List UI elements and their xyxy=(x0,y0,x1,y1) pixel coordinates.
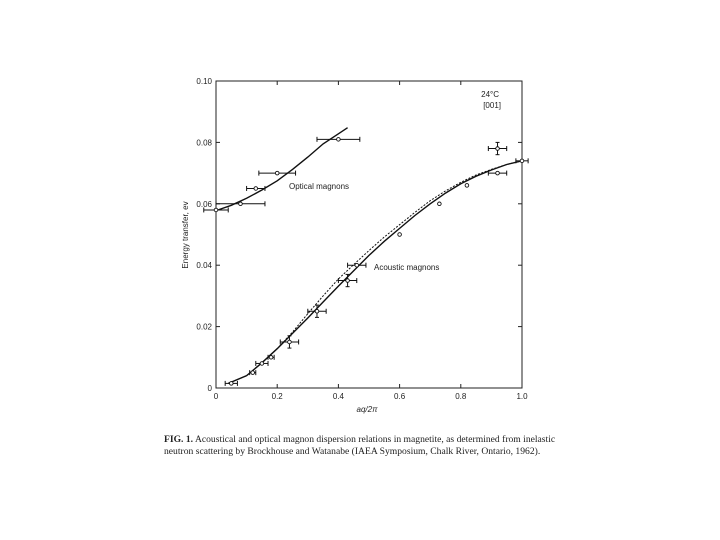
x-tick-label-0: 0 xyxy=(213,392,219,401)
acoustic-marker-11 xyxy=(496,171,500,175)
figure-caption xyxy=(164,434,564,458)
acoustic-point-4 xyxy=(280,336,298,348)
series-label-acoustic: Acoustic magnons xyxy=(374,263,440,272)
acoustic-point-8 xyxy=(398,233,402,237)
acoustic-marker-0 xyxy=(230,382,234,386)
corner-label-temperature: 24°C xyxy=(481,90,499,99)
caption-text: Acoustical and optical magnon dispersion relations in magnetite, as determined from inelastic neutron scattering by Brockhouse and Watanabe (IAEA Symposium, Chalk River, Ontario, 1962). xyxy=(164,434,556,457)
x-tick-label-3: 0.6 xyxy=(394,392,406,401)
caption-figure-number: FIG. 1. xyxy=(164,434,194,445)
y-tick-label-1: 0.02 xyxy=(196,322,212,332)
plot-frame xyxy=(216,81,522,388)
acoustic-point-0 xyxy=(225,381,237,386)
acoustic-point-1 xyxy=(250,370,256,375)
acoustic-point-7 xyxy=(348,263,366,268)
acoustic-point-13 xyxy=(516,158,528,163)
acoustic-point-6 xyxy=(338,274,356,286)
optical-point-1 xyxy=(216,201,265,206)
optical-magnon-curve xyxy=(216,128,348,211)
y-tick-label-0: 0 xyxy=(207,384,212,393)
axis-ticks xyxy=(196,77,528,401)
acoustic-magnon-curve-solid xyxy=(228,161,522,384)
acoustic-point-11 xyxy=(488,171,506,176)
x-tick-label-4: 0.8 xyxy=(455,392,467,401)
y-tick-label-3: 0.06 xyxy=(196,199,212,209)
optical-marker-1 xyxy=(239,202,243,206)
x-axis-title: aq/2π xyxy=(356,405,378,414)
acoustic-marker-13 xyxy=(520,159,524,163)
optical-marker-0 xyxy=(214,208,218,212)
acoustic-magnon-curve-dashed xyxy=(228,161,522,384)
acoustic-marker-3 xyxy=(269,356,273,360)
optical-point-4 xyxy=(317,137,360,142)
acoustic-marker-2 xyxy=(260,362,264,366)
acoustic-marker-4 xyxy=(288,340,292,344)
x-tick-label-5: 1.0 xyxy=(516,392,528,401)
y-tick-label-5: 0.10 xyxy=(196,77,212,86)
acoustic-point-10 xyxy=(465,184,469,188)
acoustic-point-2 xyxy=(256,361,268,366)
acoustic-marker-9 xyxy=(438,202,442,206)
optical-marker-2 xyxy=(254,187,258,191)
axes xyxy=(216,81,522,388)
x-tick-label-1: 0.2 xyxy=(271,392,283,401)
corner-label-direction: [001] xyxy=(483,101,501,110)
acoustic-point-9 xyxy=(438,202,442,206)
acoustic-marker-12 xyxy=(496,147,500,151)
acoustic-marker-6 xyxy=(346,279,350,283)
y-tick-label-4: 0.08 xyxy=(196,138,212,148)
optical-marker-3 xyxy=(275,171,279,175)
data-curves xyxy=(216,128,522,384)
acoustic-marker-8 xyxy=(398,233,402,237)
optical-marker-4 xyxy=(337,138,341,142)
acoustic-marker-7 xyxy=(355,263,359,267)
acoustic-marker-10 xyxy=(465,184,469,188)
series-label-optical: Optical magnons xyxy=(289,182,350,191)
acoustic-marker-5 xyxy=(315,309,319,313)
y-axis-title: Energy transfer, ev xyxy=(181,201,190,269)
y-tick-label-2: 0.04 xyxy=(196,261,212,271)
acoustic-marker-1 xyxy=(251,371,255,375)
x-tick-label-2: 0.4 xyxy=(332,392,344,401)
acoustic-point-12 xyxy=(488,142,506,154)
